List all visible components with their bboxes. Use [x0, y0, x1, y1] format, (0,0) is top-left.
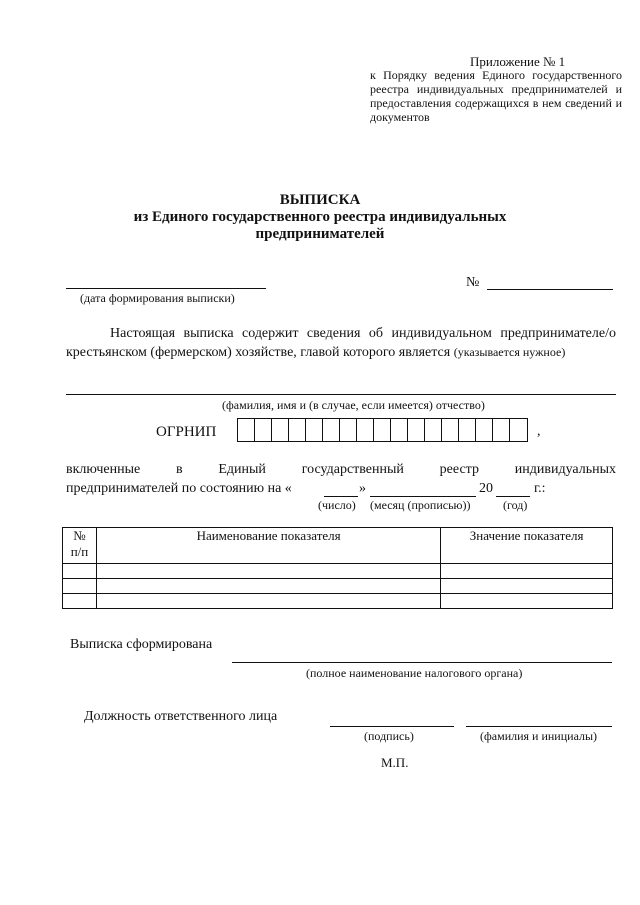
table-cell[interactable]	[63, 564, 97, 579]
table-row	[63, 594, 613, 609]
table-cell[interactable]	[441, 579, 613, 594]
table-cell[interactable]	[96, 564, 440, 579]
ogrnip-boxes[interactable]	[237, 418, 528, 442]
official-name-line[interactable]	[466, 726, 612, 727]
table-cell[interactable]	[96, 579, 440, 594]
included-line-2: предпринимателей по состоянию на «	[66, 481, 292, 496]
table-cell[interactable]	[63, 594, 97, 609]
ogrnip-digit-box[interactable]	[238, 419, 255, 441]
heading-line-2: из Единого государственного реестра индивидуальных	[133, 209, 507, 225]
day-caption: (число)	[318, 498, 356, 512]
year-caption: (год)	[503, 498, 528, 512]
year-prefix: 20	[479, 481, 493, 496]
day-line[interactable]	[324, 496, 358, 497]
heading-line-3: предпринимателей	[255, 226, 385, 242]
ogrnip-digit-box[interactable]	[493, 419, 510, 441]
stamp-place: М.П.	[381, 755, 409, 770]
intro-note: (указывается нужное)	[453, 345, 566, 359]
tax-authority-caption: (полное наименование налогового органа)	[306, 666, 523, 680]
ogrnip-digit-box[interactable]	[374, 419, 391, 441]
name-line[interactable]	[66, 394, 616, 395]
col-value-header: Значение показателя	[441, 528, 613, 564]
formed-label: Выписка сформирована	[70, 637, 213, 652]
table-row	[63, 564, 613, 579]
ogrnip-digit-box[interactable]	[340, 419, 357, 441]
date-line[interactable]	[66, 288, 266, 289]
official-name-caption: (фамилия и инициалы)	[480, 729, 598, 743]
intro-paragraph	[66, 324, 616, 362]
table-row	[63, 579, 613, 594]
signature-caption: (подпись)	[364, 729, 414, 743]
table-cell[interactable]	[63, 579, 97, 594]
indicators-table	[62, 527, 613, 609]
ogrnip-label: ОГРНИП	[156, 424, 217, 440]
col-number-line-2: п/п	[70, 544, 89, 559]
date-caption: (дата формирования выписки)	[80, 291, 235, 305]
appendix-title: Приложение № 1	[470, 54, 566, 69]
table-cell[interactable]	[441, 564, 613, 579]
ogrnip-digit-box[interactable]	[306, 419, 323, 441]
ogrnip-digit-box[interactable]	[510, 419, 527, 441]
ogrnip-digit-box[interactable]	[255, 419, 272, 441]
heading-line-1: ВЫПИСКА	[279, 192, 361, 208]
month-line[interactable]	[370, 496, 476, 497]
intro-text: Настоящая выписка содержит сведения об индивидуальном предпринимателе/о крестьянском (фермерском) хозяйстве, главой которого является	[66, 326, 616, 360]
ogrnip-digit-box[interactable]	[357, 419, 374, 441]
ogrnip-digit-box[interactable]	[408, 419, 425, 441]
quote-close: »	[359, 481, 366, 496]
document-heading	[0, 192, 640, 243]
year-line[interactable]	[496, 496, 530, 497]
tax-authority-line[interactable]	[232, 662, 612, 663]
name-caption: (фамилия, имя и (в случае, если имеется) отчество)	[222, 398, 485, 412]
ogrnip-digit-box[interactable]	[391, 419, 408, 441]
table-header-row	[63, 528, 613, 564]
ogrnip-digit-box[interactable]	[442, 419, 459, 441]
number-line[interactable]	[487, 289, 613, 290]
included-line-1: включенные в Единый государственный реестр индивидуальных	[66, 462, 616, 477]
ogrnip-digit-box[interactable]	[289, 419, 306, 441]
signature-line[interactable]	[330, 726, 454, 727]
col-name-header: Наименование показателя	[96, 528, 440, 564]
year-suffix: г.:	[534, 481, 546, 496]
number-sign: №	[466, 275, 480, 290]
appendix-body: к Порядку ведения Единого государственного реестра индивидуальных предпринимателей и предоставления содержащихся в нем сведений и документов	[370, 68, 622, 124]
col-number-header	[63, 528, 97, 564]
table-cell[interactable]	[96, 594, 440, 609]
ogrnip-comma: ,	[537, 424, 541, 439]
ogrnip-digit-box[interactable]	[323, 419, 340, 441]
ogrnip-digit-box[interactable]	[272, 419, 289, 441]
ogrnip-digit-box[interactable]	[476, 419, 493, 441]
col-number-line-1: №	[73, 528, 86, 543]
month-caption: (месяц (прописью))	[370, 498, 471, 512]
table-cell[interactable]	[441, 594, 613, 609]
ogrnip-digit-box[interactable]	[459, 419, 476, 441]
ogrnip-digit-box[interactable]	[425, 419, 442, 441]
official-label: Должность ответственного лица	[84, 709, 278, 724]
